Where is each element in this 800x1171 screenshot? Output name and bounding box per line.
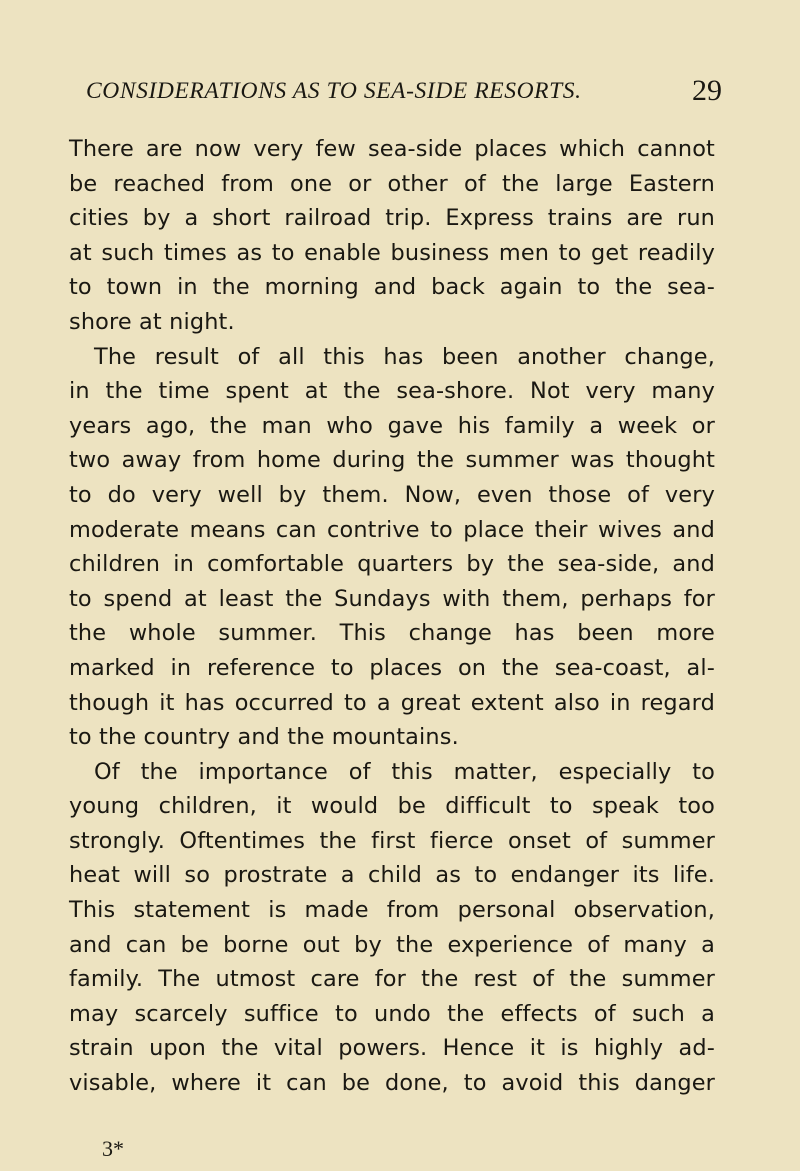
running-head — [82, 74, 722, 114]
text-line: young children, it would be difficult to speak too — [69, 793, 715, 820]
signature-mark: 3* — [102, 1136, 124, 1161]
text-line: two away from home during the summer was thought — [69, 447, 715, 474]
text-line: at such times as to enable business men to get readily — [69, 239, 715, 266]
text-line: the whole summer. This change has been more — [69, 620, 715, 647]
text-line: in the time spent at the sea-shore. Not very many — [69, 378, 715, 405]
text-line: This statement is made from personal observation, — [69, 897, 715, 924]
text-line: though it has occurred to a great extent also in regard — [69, 689, 715, 716]
text-line: There are now very few sea-side places which cannot — [69, 136, 715, 162]
text-line: marked in reference to places on the sea-coast, al- — [69, 654, 715, 681]
text-line: The result of all this has been another change, — [94, 343, 715, 370]
text-line: cities by a short railroad trip. Express trains are run — [69, 205, 715, 232]
page-number: 29 — [692, 74, 722, 107]
text-line: heat will so prostrate a child as to endanger its life. — [69, 862, 715, 889]
text-line: years ago, the man who gave his family a week or — [69, 412, 715, 439]
text-line: strain upon the vital powers. Hence it is highly ad- — [69, 1035, 715, 1062]
body-text — [69, 132, 715, 1101]
running-title: CONSIDERATIONS AS TO SEA-SIDE RESORTS. — [86, 78, 582, 104]
text-line: be reached from one or other of the large Eastern — [69, 170, 715, 197]
text-line: to the country and the mountains. — [69, 724, 459, 751]
text-line: family. The utmost care for the rest of the summer — [69, 966, 715, 993]
text-line: and can be borne out by the experience of many a — [69, 931, 715, 958]
text-line: shore at night. — [69, 308, 235, 335]
text-line: may scarcely suffice to undo the effects of such a — [69, 1000, 715, 1027]
text-line: strongly. Oftentimes the first fierce onset of summer — [69, 827, 715, 854]
text-line: visable, where it can be done, to avoid this danger — [69, 1070, 715, 1097]
text-line: to do very well by them. Now, even those of very — [69, 481, 715, 508]
text-line: to town in the morning and back again to the sea- — [69, 274, 715, 301]
text-line: to spend at least the Sundays with them, perhaps for — [69, 585, 715, 612]
text-line: Of the importance of this matter, especially to — [94, 758, 715, 785]
text-line: children in comfortable quarters by the sea-side, and — [69, 551, 715, 578]
text-line: moderate means can contrive to place their wives and — [69, 516, 715, 543]
